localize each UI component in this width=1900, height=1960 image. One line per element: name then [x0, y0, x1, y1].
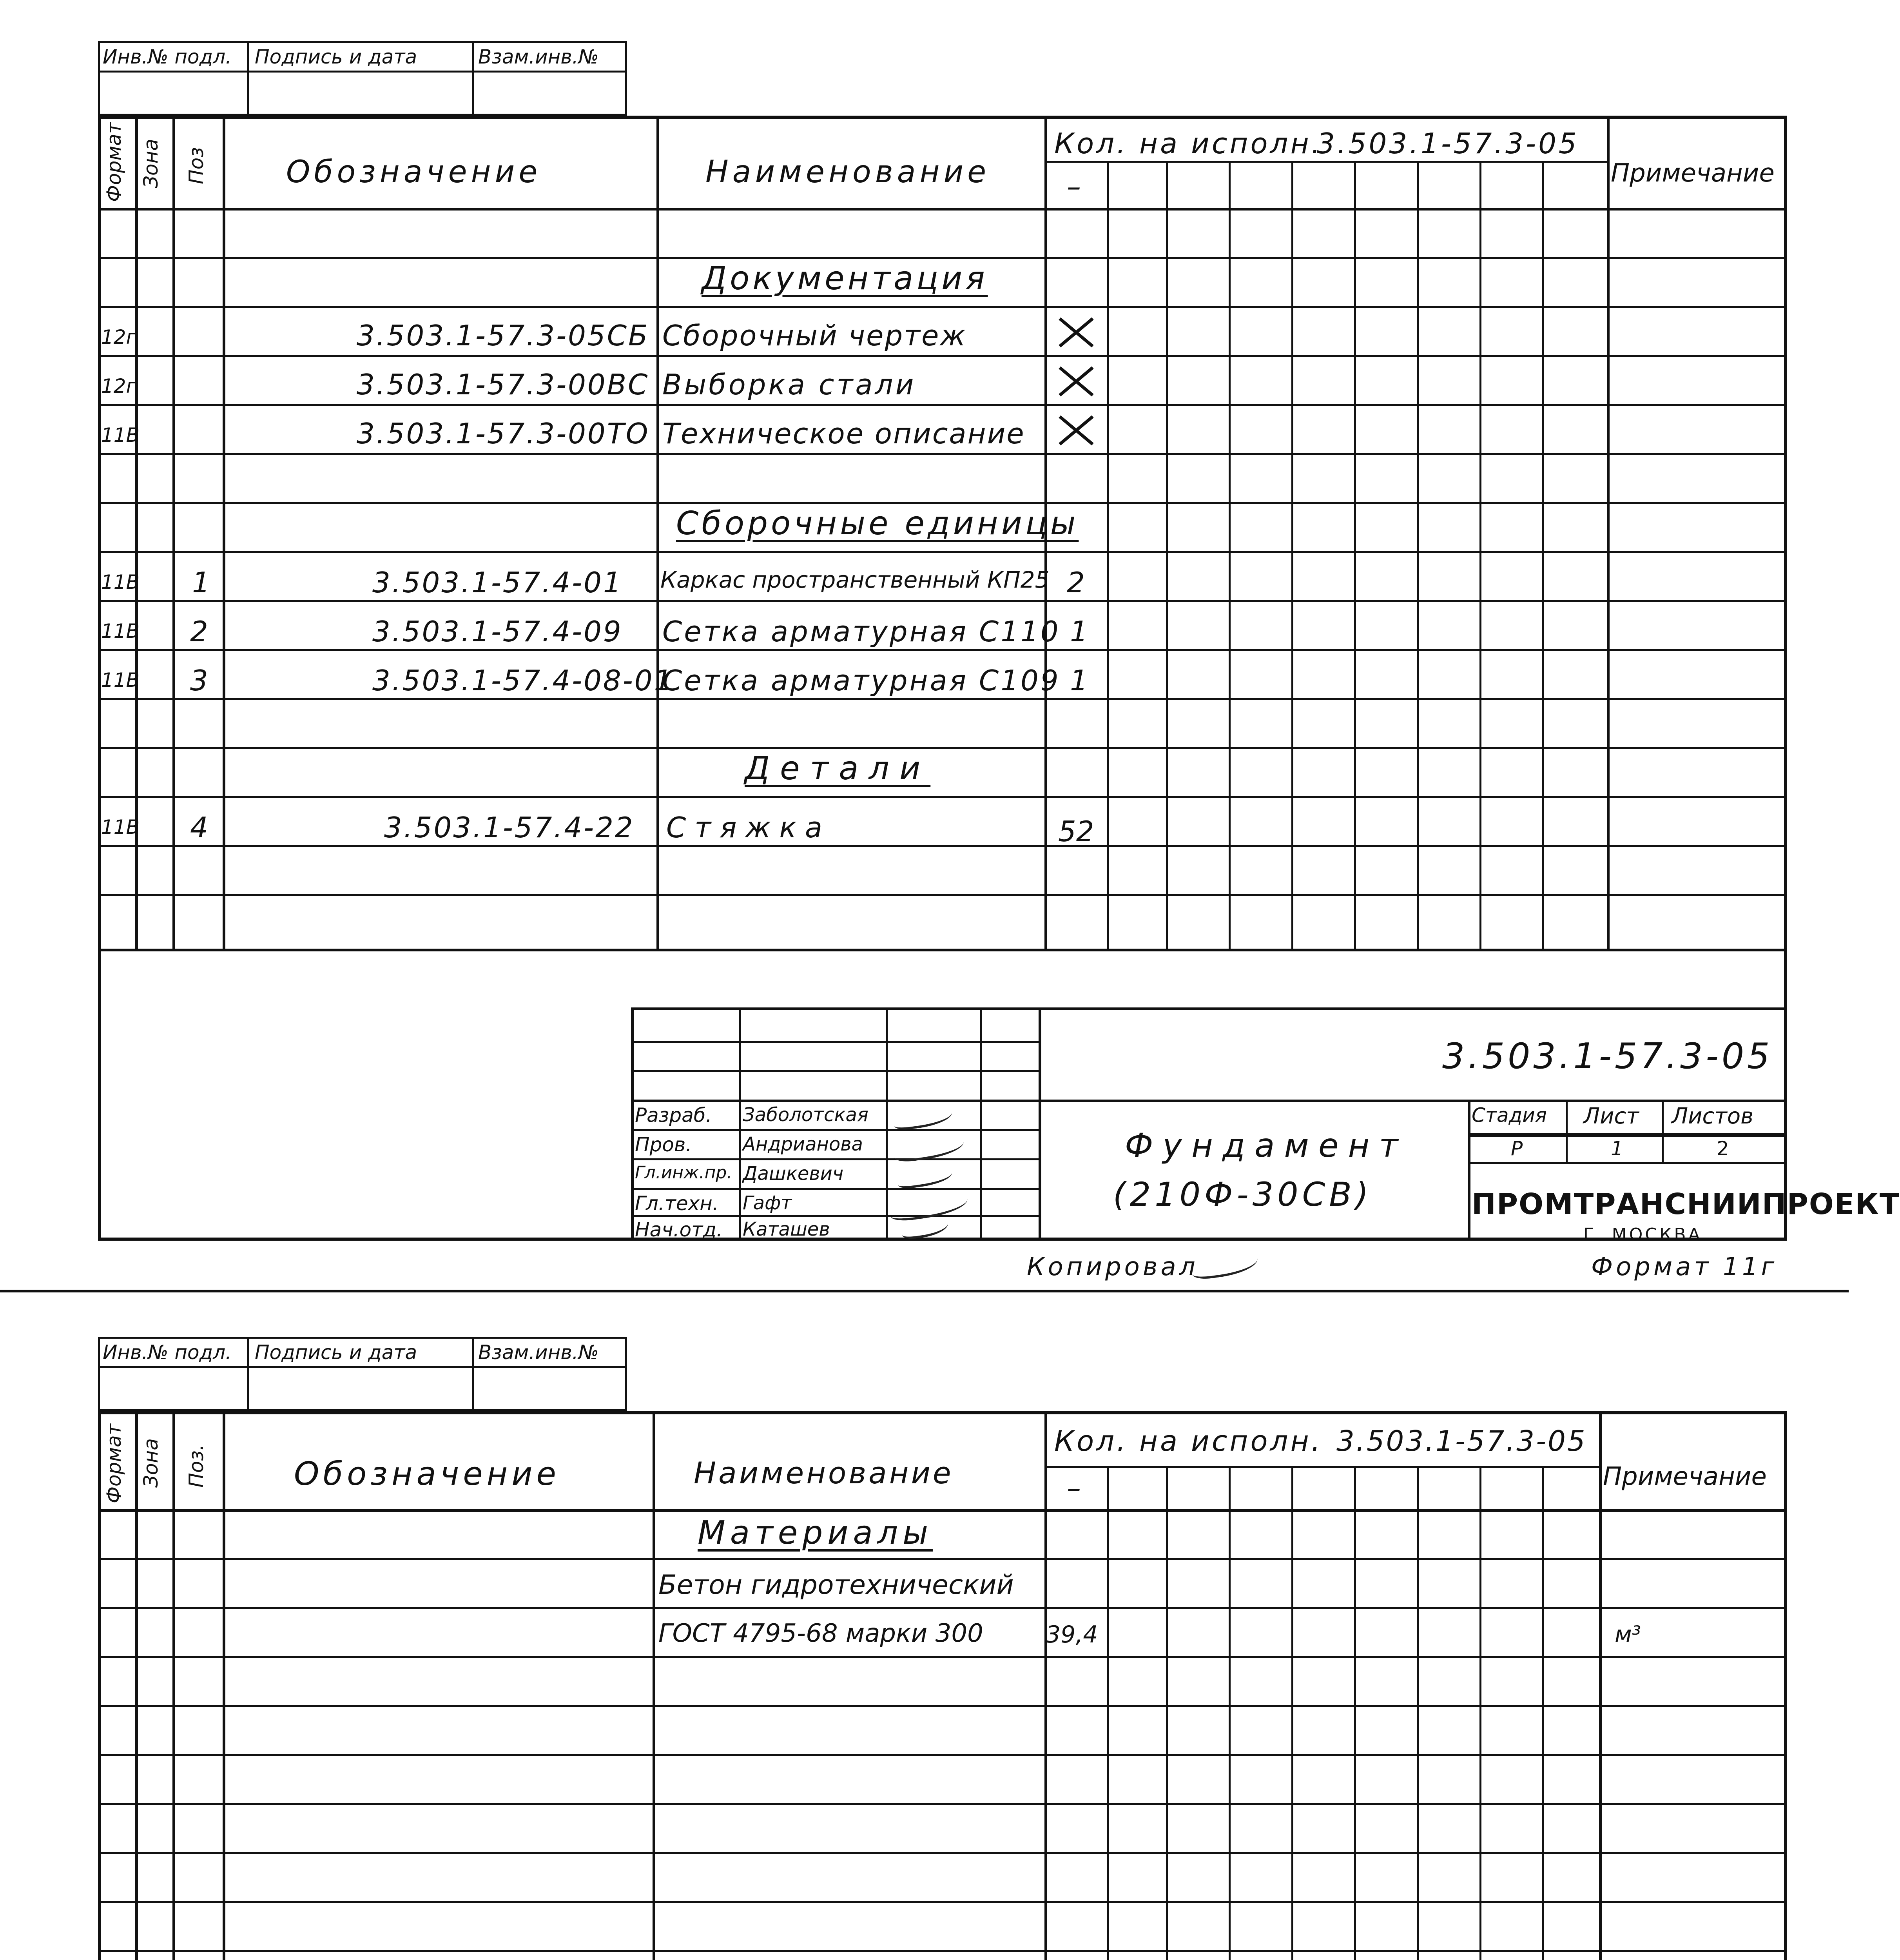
- col-naimenovanie: Наименование: [705, 154, 990, 190]
- role-label: Разраб.: [635, 1104, 712, 1127]
- row-code: 3.503.1-57.4-01: [372, 566, 623, 599]
- listov-label: Листов: [1672, 1103, 1754, 1129]
- row-poz: 2: [190, 615, 208, 648]
- section-units: Сборочные единицы: [676, 505, 1079, 542]
- stamp-vzam-inv: Взам.инв.№: [478, 1341, 599, 1364]
- row-name: Стяжка: [666, 811, 831, 844]
- row-format: 11В: [101, 669, 140, 691]
- row-name: Выборка стали: [662, 368, 916, 401]
- role-name: Андрианова: [743, 1133, 863, 1155]
- col-oboznachenie: Обозначение: [294, 1455, 560, 1493]
- row-poz: 1: [192, 566, 210, 599]
- row-note: м³: [1615, 1621, 1641, 1648]
- row-code: 3.503.1-57.3-05СБ: [357, 319, 649, 352]
- title-line-2: (210Ф-30СВ): [1113, 1175, 1372, 1214]
- sheet-2-frame: [98, 1411, 1787, 1960]
- stadiya-label: Стадия: [1472, 1104, 1547, 1127]
- col-kol: Кол. на исполн.: [1054, 127, 1323, 160]
- row-format: 11В: [101, 816, 140, 838]
- col-dash: –: [1067, 1472, 1081, 1504]
- format-label: Формат 11г: [1591, 1252, 1778, 1281]
- row-code: 3.503.1-57.3-00ВС: [357, 368, 649, 401]
- col-primechanie: Примечание: [1611, 159, 1775, 188]
- col-kol: Кол. на исполн.: [1054, 1425, 1323, 1457]
- col-format: Формат: [103, 122, 125, 202]
- section-docs: Документация: [702, 260, 988, 297]
- row-qty: 39,4: [1046, 1621, 1098, 1648]
- stadiya-value: Р: [1511, 1137, 1523, 1160]
- row-qty: 1: [1070, 615, 1088, 648]
- role-label: Пров.: [635, 1133, 692, 1156]
- role-label: Нач.отд.: [635, 1218, 723, 1241]
- row-format: 11В: [101, 424, 140, 446]
- stamp-podpis-data: Подпись и дата: [255, 45, 417, 68]
- row-qty: 52: [1058, 815, 1094, 848]
- col-poz: Поз.: [185, 1444, 208, 1488]
- row-name: Бетон гидротехнический: [658, 1570, 1014, 1601]
- row-code: 3.503.1-57.4-22: [384, 811, 635, 844]
- col-format: Формат: [103, 1424, 125, 1503]
- row-name: Каркас пространственный КП25: [660, 566, 1050, 593]
- org-logo-text: ПРОМТРАНСНИИПРОЕКТ: [1472, 1187, 1900, 1221]
- stamp-vzam-inv: Взам.инв.№: [478, 45, 599, 68]
- stamp-podpis-data: Подпись и дата: [255, 1341, 417, 1364]
- copied-label: Копировал: [1027, 1252, 1198, 1281]
- row-qty: 1: [1070, 664, 1088, 697]
- row-name: Сетка арматурная С110: [662, 615, 1061, 648]
- row-code: 3.503.1-57.4-08-01: [372, 664, 674, 697]
- row-name: Сборочный чертеж: [662, 319, 967, 352]
- role-label: Гл.инж.пр.: [635, 1163, 732, 1183]
- col-primechanie: Примечание: [1603, 1462, 1767, 1491]
- row-poz: 3: [190, 664, 208, 697]
- row-format: 11В: [101, 620, 140, 642]
- row-name: ГОСТ 4795-68 марки 300: [658, 1619, 983, 1648]
- col-dash: –: [1067, 170, 1081, 203]
- role-label: Гл.техн.: [635, 1192, 719, 1215]
- col-zona: Зона: [140, 139, 162, 188]
- row-code: 3.503.1-57.3-00ТО: [357, 417, 650, 450]
- list-label: Лист: [1583, 1103, 1639, 1129]
- col-kol-code: 3.503.1-57.3-05: [1317, 127, 1579, 160]
- col-naimenovanie: Наименование: [694, 1455, 954, 1490]
- row-name: Сетка арматурная С109: [662, 664, 1061, 697]
- section-materials: Материалы: [698, 1514, 933, 1552]
- col-zona: Зона: [140, 1438, 162, 1488]
- row-name: Техническое описание: [662, 417, 1025, 450]
- row-code: 3.503.1-57.4-09: [372, 615, 623, 648]
- stamp-inv-podl: Инв.№ подл.: [103, 1341, 232, 1364]
- row-format: 11В: [101, 571, 140, 593]
- col-oboznachenie: Обозначение: [286, 154, 542, 190]
- section-details: Детали: [745, 750, 931, 787]
- row-format: 12г: [101, 375, 136, 397]
- col-kol-code: 3.503.1-57.3-05: [1336, 1425, 1587, 1457]
- doc-code: 3.503.1-57.3-05: [1442, 1036, 1773, 1077]
- role-name: Дашкевич: [743, 1163, 844, 1185]
- listov-value: 2: [1717, 1137, 1729, 1160]
- role-name: Гафт: [743, 1192, 792, 1214]
- list-value: 1: [1611, 1137, 1623, 1160]
- org-city: Г. МОСКВА: [1583, 1225, 1702, 1245]
- title-line-1: Фундамент: [1125, 1126, 1408, 1165]
- row-format: 12г: [101, 326, 136, 348]
- row-qty: 2: [1067, 566, 1085, 599]
- stamp-inv-podl: Инв.№ подл.: [103, 45, 232, 68]
- role-name: Каташев: [743, 1218, 830, 1240]
- row-poz: 4: [190, 811, 208, 844]
- role-name: Заболотская: [743, 1104, 868, 1126]
- col-poz: Поз: [185, 147, 208, 184]
